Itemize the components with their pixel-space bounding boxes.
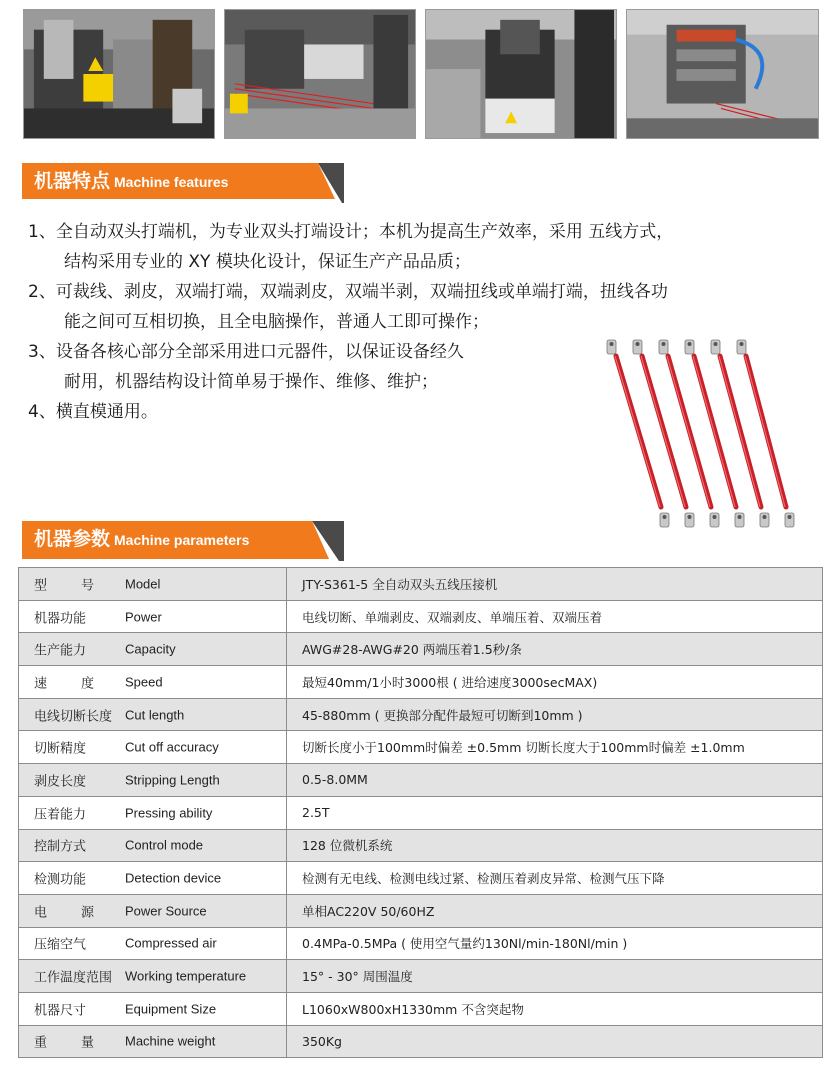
press-die-photo: [425, 9, 617, 139]
param-name-en: Compressed air: [125, 935, 217, 951]
param-name-en: Cut length: [125, 707, 185, 723]
feature-line: 2、可裁线、剥皮，双端打端，双端剥皮，双端半剥，双端扭线或单端打端，扭线各功: [28, 282, 668, 302]
param-name-cell: [19, 666, 287, 699]
param-name-cell: [19, 829, 287, 862]
parameters-title-en: Machine parameters: [114, 532, 250, 548]
crimped-wire: [633, 340, 694, 527]
param-name-en: Power Source: [125, 903, 207, 919]
param-name-cell: [19, 1025, 287, 1058]
param-name-en: Detection device: [125, 870, 222, 886]
wire-feeding-photo: [224, 9, 416, 139]
param-value: 单相AC220V 50/60HZ: [287, 894, 823, 927]
param-name-cell: [19, 600, 287, 633]
table-row: [19, 1025, 823, 1058]
feature-item: [28, 217, 818, 277]
param-value: 最短40mm/1小时3000根 ( 进给速度3000secMAX): [287, 666, 823, 699]
param-value: 2.5T: [287, 796, 823, 829]
crimping-unit-photo: [23, 9, 215, 139]
table-row: [19, 894, 823, 927]
param-name-cell: [19, 796, 287, 829]
param-name-zh: 电 源: [34, 905, 94, 921]
param-name-cell: [19, 862, 287, 895]
crimped-wire: [737, 340, 794, 527]
param-name-en: Machine weight: [125, 1033, 216, 1049]
table-row: [19, 764, 823, 797]
param-name-en: Stripping Length: [125, 772, 220, 788]
photo-strip: [23, 9, 819, 139]
param-value: 0.5-8.0MM: [287, 764, 823, 797]
param-name-zh: 电线切断长度: [34, 709, 113, 725]
param-value: 电线切断、单端剥皮、双端剥皮、单端压着、双端压着: [287, 600, 823, 633]
crimped-wire: [659, 340, 719, 527]
param-name-zh: 压着能力: [34, 807, 87, 823]
param-name-en: Control mode: [125, 837, 204, 853]
crimped-wire: [685, 340, 744, 527]
param-name-en: Power: [125, 609, 162, 625]
features-title-en: Machine features: [114, 174, 229, 190]
table-row: [19, 666, 823, 699]
param-name-zh: 控制方式: [34, 839, 87, 855]
param-name-en: Pressing ability: [125, 805, 213, 821]
table-row: [19, 927, 823, 960]
param-name-cell: [19, 764, 287, 797]
param-name-cell: [19, 894, 287, 927]
param-name-en: Cut off accuracy: [125, 739, 219, 755]
param-name-cell: [19, 927, 287, 960]
features-title-zh: 机器特点: [34, 170, 111, 192]
table-row: [19, 829, 823, 862]
param-name-zh: 切断精度: [34, 741, 87, 757]
param-name-en: Model: [125, 576, 161, 592]
crimped-wires-image: [598, 330, 808, 540]
param-value: 128 位微机系统: [287, 829, 823, 862]
param-name-zh: 剥皮长度: [34, 774, 87, 790]
param-name-zh: 生产能力: [34, 643, 87, 659]
param-name-cell: [19, 731, 287, 764]
param-value: AWG#28-AWG#20 两端压着1.5秒/条: [287, 633, 823, 666]
param-name-zh: 型 号: [34, 578, 94, 594]
param-name-zh: 重 量: [34, 1035, 94, 1051]
feature-item: [28, 277, 818, 337]
table-row: [19, 796, 823, 829]
feature-line: 结构采用专业的 XY 模块化设计，保证生产产品品质；: [64, 252, 471, 272]
feature-line: 能之间可互相切换，且全电脑操作，普通人工即可操作；: [64, 312, 489, 332]
feature-line: 4、横直模通用。: [28, 402, 158, 422]
param-name-en: Working temperature: [125, 968, 247, 984]
param-name-en: Equipment Size: [125, 1001, 217, 1017]
param-name-en: Speed: [125, 674, 163, 690]
parameters-table: [18, 567, 823, 1058]
feature-line: 3、设备各核心部分全部采用进口元器件，以保证设备经久: [28, 342, 464, 362]
twist-unit-photo: [626, 9, 819, 139]
param-value: JTY-S361-5 全自动双头五线压接机: [287, 568, 823, 601]
param-name-cell: [19, 698, 287, 731]
table-row: [19, 633, 823, 666]
crimped-wire: [607, 340, 669, 527]
param-name-cell: [19, 992, 287, 1025]
crimped-wire: [711, 340, 769, 527]
param-value: 350Kg: [287, 1025, 823, 1058]
feature-line: 1、全自动双头打端机，为专业双头打端设计；本机为提高生产效率，采用 五线方式，: [28, 222, 674, 242]
table-row: [19, 992, 823, 1025]
param-name-cell: [19, 960, 287, 993]
param-value: 15° - 30° 周围温度: [287, 960, 823, 993]
table-row: [19, 600, 823, 633]
param-name-zh: 检测功能: [34, 872, 87, 888]
param-value: 检测有无电线、检测电线过紧、检测压着剥皮异常、检测气压下降: [287, 862, 823, 895]
param-value: 0.4MPa-0.5MPa ( 使用空气量约130Nl/min-180Nl/min ): [287, 927, 823, 960]
param-name-zh: 机器尺寸: [34, 1003, 87, 1019]
features-header: [22, 163, 344, 203]
param-name-zh: 压缩空气: [34, 937, 87, 953]
parameters-title-zh: 机器参数: [34, 528, 111, 550]
param-name-cell: [19, 633, 287, 666]
param-name-en: Capacity: [125, 641, 176, 657]
param-name-zh: 速 度: [34, 676, 94, 692]
feature-line: 耐用，机器结构设计简单易于操作、维修、维护；: [64, 372, 438, 392]
table-row: [19, 731, 823, 764]
param-value: L1060xW800xH1330mm 不含突起物: [287, 992, 823, 1025]
table-row: [19, 960, 823, 993]
param-name-zh: 工作温度范围: [34, 970, 113, 986]
param-name-cell: [19, 568, 287, 601]
table-row: [19, 862, 823, 895]
param-name-zh: 机器功能: [34, 611, 87, 627]
table-row: [19, 698, 823, 731]
parameters-header: [22, 521, 344, 561]
table-row: [19, 568, 823, 601]
param-value: 切断长度小于100mm时偏差 ±0.5mm 切断长度大于100mm时偏差 ±1.0mm: [287, 731, 823, 764]
param-value: 45-880mm ( 更换部分配件最短可切断到10mm ): [287, 698, 823, 731]
